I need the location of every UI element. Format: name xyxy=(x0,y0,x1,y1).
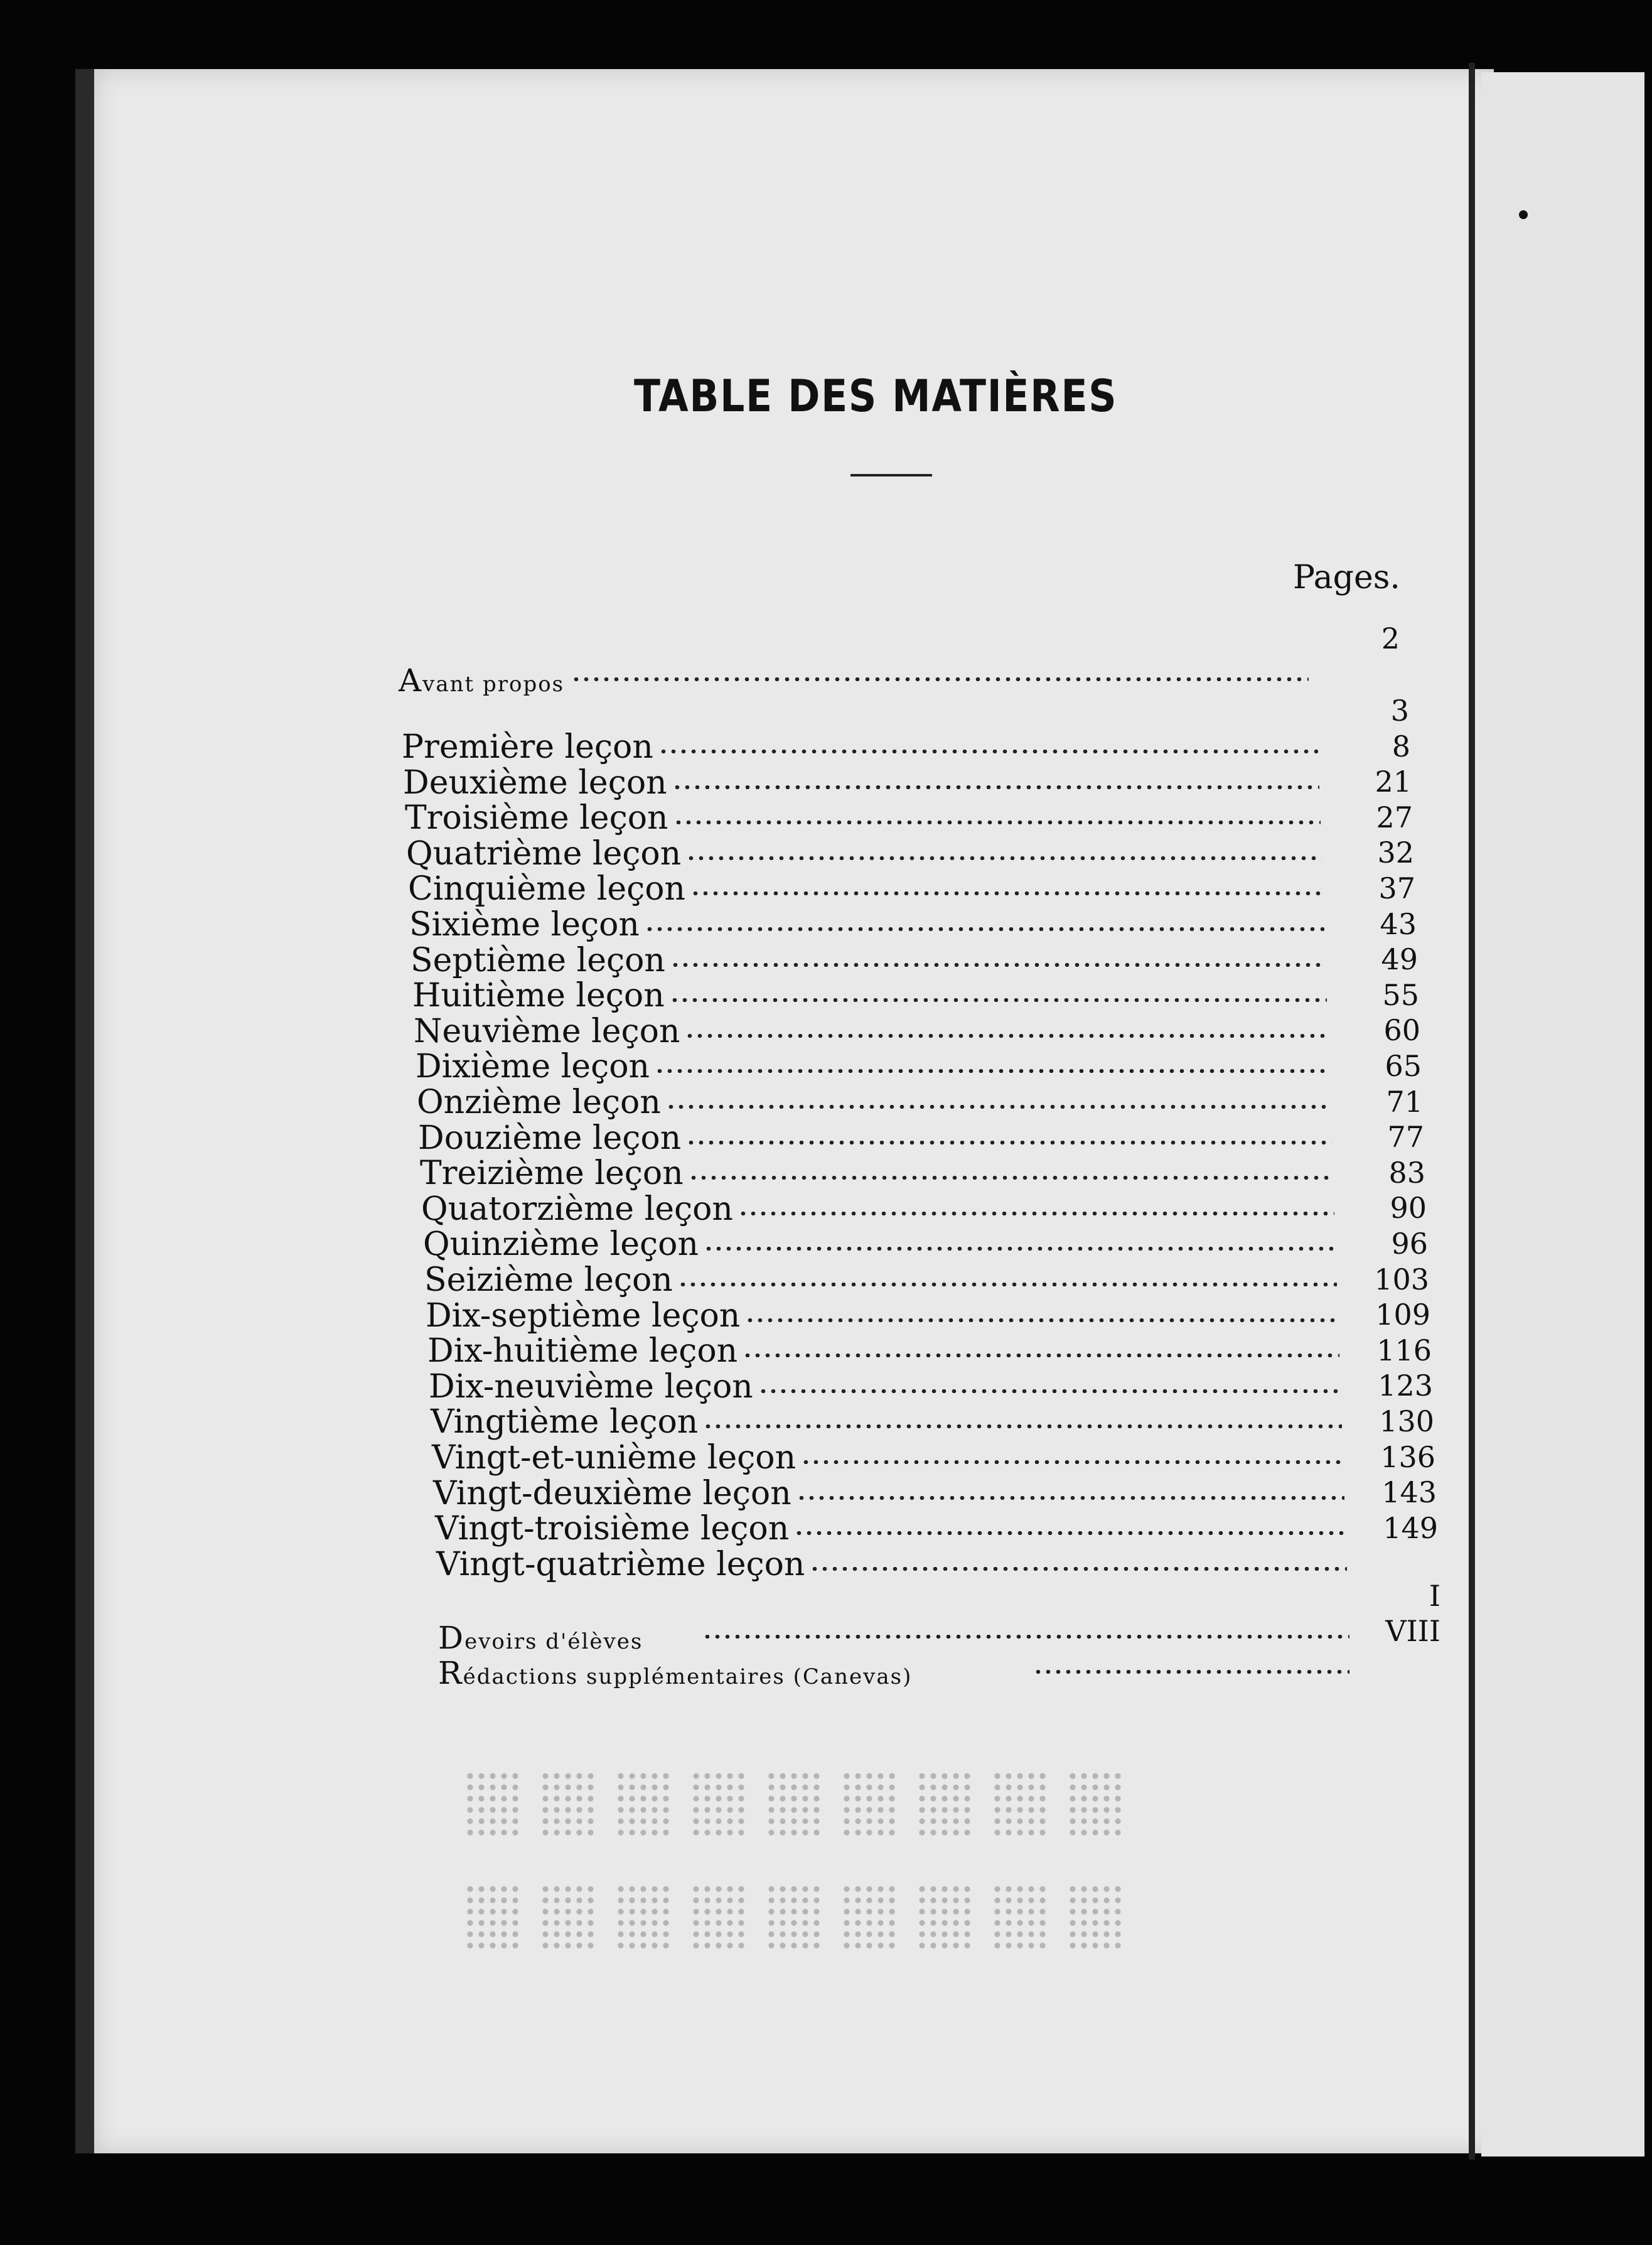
toc-entry-page: 96 xyxy=(1391,1227,1428,1261)
toc-entry-page: 60 xyxy=(1383,1013,1420,1048)
page-gutter xyxy=(1469,63,1475,2160)
leader-dots xyxy=(670,963,1326,967)
leader-dots xyxy=(655,1069,1329,1073)
title-rule xyxy=(850,474,932,476)
toc-entry-page: 65 xyxy=(1385,1049,1422,1083)
leader-dots xyxy=(1033,1670,1349,1674)
toc-entry-label: Dixième leçon xyxy=(416,1048,650,1086)
toc-entry-label: Rédactions supplémentaires (Canevas) xyxy=(438,1655,913,1691)
library-stamp xyxy=(464,1770,1142,1978)
toc-entry-page: 149 xyxy=(1383,1510,1438,1545)
leader-dots xyxy=(702,1635,1349,1639)
leader-dots xyxy=(810,1567,1347,1571)
toc-entry xyxy=(399,622,1406,699)
leader-dots xyxy=(690,891,1323,895)
leader-dots xyxy=(743,1354,1339,1357)
page-title: TABLE DES MATIÈRES xyxy=(634,370,1118,422)
toc-entry-page: 143 xyxy=(1381,1475,1437,1510)
leader-dots xyxy=(686,1141,1332,1144)
toc-entry-label: Troisième leçon xyxy=(405,799,668,837)
leader-dots xyxy=(796,1496,1344,1500)
toc-entry-label: Cinquième leçon xyxy=(408,870,686,908)
toc-entry-page: 103 xyxy=(1374,1262,1429,1296)
leader-dots xyxy=(704,1247,1336,1251)
ink-spot xyxy=(1519,210,1528,219)
toc-entry-page: 27 xyxy=(1376,800,1413,834)
toc-entry-label: Vingt-troisième leçon xyxy=(435,1510,790,1548)
toc-entry-label: Deuxième leçon xyxy=(403,763,667,802)
toc-entry-page: 77 xyxy=(1387,1120,1424,1155)
toc-entry-page: 136 xyxy=(1380,1440,1435,1474)
toc-entry-label: Quinzième leçon xyxy=(423,1225,699,1264)
leader-dots xyxy=(738,1212,1334,1215)
toc-entry-page: 71 xyxy=(1386,1084,1423,1119)
toc-entry-page: 43 xyxy=(1380,907,1417,941)
leader-dots xyxy=(678,1283,1337,1286)
toc-entry-label: Dix-septième leçon xyxy=(426,1296,741,1335)
toc-entry-page: 21 xyxy=(1375,765,1412,799)
toc-entry-page: 55 xyxy=(1382,977,1419,1012)
toc-entry-label: Dix-neuvième leçon xyxy=(429,1367,753,1406)
toc-entry-label: Première leçon xyxy=(402,728,653,766)
toc-entry-label: Dix-huitième leçon xyxy=(427,1332,738,1370)
leader-dots xyxy=(670,998,1327,1002)
leader-dots xyxy=(685,1034,1328,1038)
toc-entry-page: 90 xyxy=(1390,1191,1427,1225)
toc-entry-label: Septième leçon xyxy=(410,941,665,979)
toc-entry-label: Quatrième leçon xyxy=(406,834,682,873)
toc-entry-label: Vingtième leçon xyxy=(431,1403,699,1441)
leader-dots xyxy=(801,1460,1343,1464)
leader-dots xyxy=(658,750,1318,753)
toc-entry-page: 130 xyxy=(1379,1404,1434,1438)
toc-entry xyxy=(402,694,1415,766)
toc-entry-page: 109 xyxy=(1375,1298,1430,1332)
toc-entry-label: Vingt-et-unième leçon xyxy=(432,1439,796,1477)
facing-page xyxy=(1481,72,1644,2156)
toc-entry-label: Vingt-quatrième leçon xyxy=(436,1545,805,1583)
toc-entry xyxy=(438,1579,1447,1656)
toc-entry-label: Seizième leçon xyxy=(424,1261,673,1299)
toc-entry-page: 116 xyxy=(1376,1333,1432,1367)
toc-entry-page: 123 xyxy=(1378,1369,1433,1403)
pages-column-heading: Pages. xyxy=(1293,559,1400,596)
toc-entry-label: Avant propos xyxy=(399,662,565,699)
toc-entry-page: 83 xyxy=(1388,1155,1425,1190)
toc-entry-label: Sixième leçon xyxy=(409,906,640,944)
leader-dots xyxy=(794,1531,1346,1535)
toc-entry-label: Treizième leçon xyxy=(420,1155,684,1193)
toc-entry-label: Huitième leçon xyxy=(412,977,665,1015)
leader-dots xyxy=(703,1424,1342,1428)
leader-dots xyxy=(673,821,1321,824)
leader-dots xyxy=(672,785,1319,789)
toc-entry-page: 49 xyxy=(1381,942,1418,977)
toc-entry-label: Neuvième leçon xyxy=(414,1012,680,1050)
leader-dots xyxy=(645,927,1324,931)
toc-entry-label: Onzième leçon xyxy=(417,1084,661,1121)
toc-entry-page: 8 xyxy=(1392,729,1410,763)
toc-entry-label: Vingt-deuxième leçon xyxy=(433,1474,791,1512)
leader-dots xyxy=(758,1389,1341,1393)
toc-entry-page: 3 xyxy=(1390,694,1409,728)
leader-dots xyxy=(571,677,1309,681)
toc-entry-page: 2 xyxy=(1381,622,1400,655)
leader-dots xyxy=(689,1176,1333,1180)
leader-dots xyxy=(745,1318,1338,1322)
toc-entry-page: 32 xyxy=(1377,836,1414,870)
toc-entry-page: I xyxy=(1429,1579,1440,1613)
leader-dots xyxy=(686,856,1322,860)
toc-entry-page: VIII xyxy=(1385,1614,1440,1648)
leader-dots xyxy=(666,1105,1331,1109)
toc-entry-page: 37 xyxy=(1378,871,1415,905)
toc-entry-label: Devoirs d'élèves xyxy=(438,1620,643,1656)
toc-entry-label: Douzième leçon xyxy=(418,1119,682,1157)
toc-entry-label: Quatorzième leçon xyxy=(421,1190,733,1228)
